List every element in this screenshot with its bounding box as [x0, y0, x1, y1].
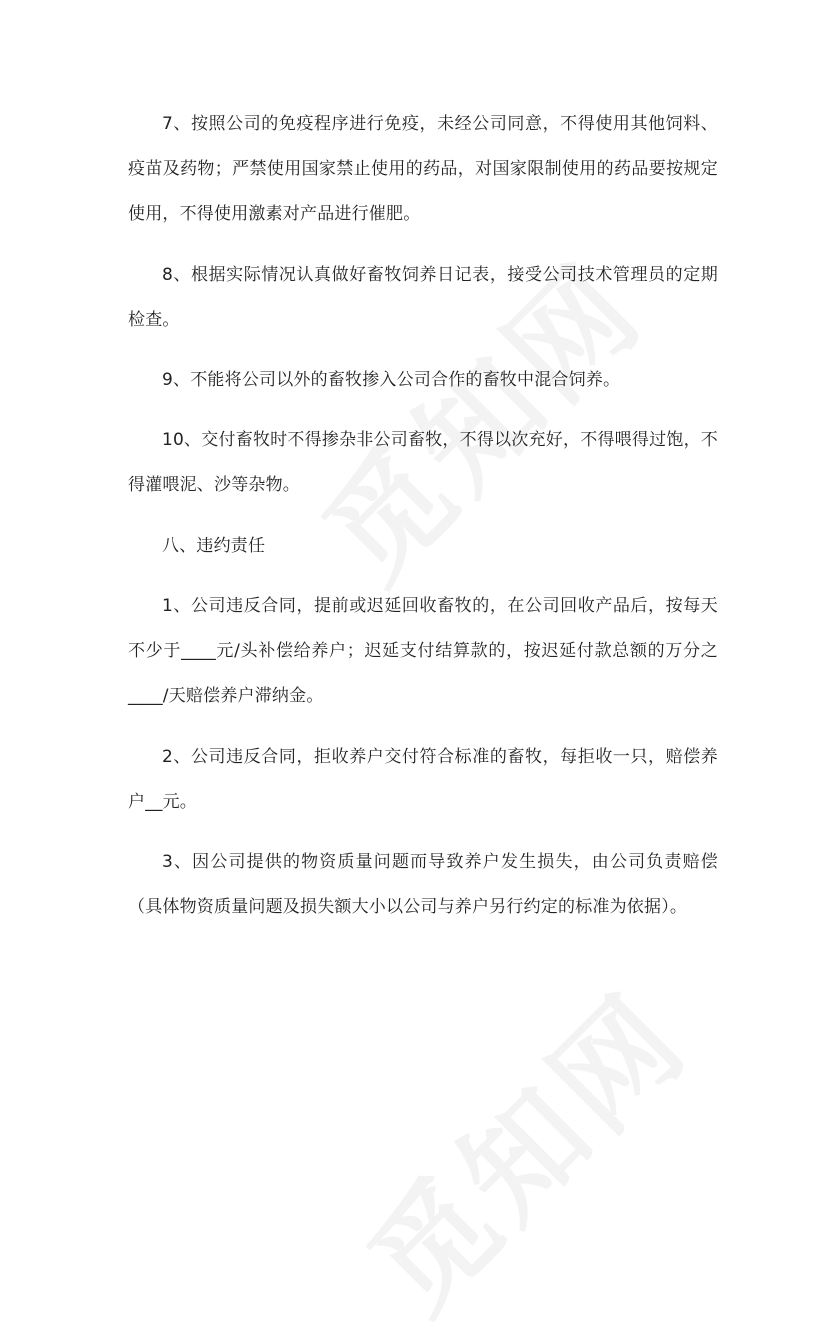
paragraph-item-9: 9、不能将公司以外的畜牧掺入公司合作的畜牧中混合饲养。 — [162, 370, 621, 390]
watermark — [325, 949, 718, 1342]
section-heading-breach-liability: 八、违约责任 — [162, 536, 266, 556]
paragraph-item-8: 8、根据实际情况认真做好畜牧饲养日记表，接受公司技术管理员的定期检查。 — [128, 265, 718, 330]
paragraph-liability-1: 1、公司违反合同，提前或迟延回收畜牧的，在公司回收产品后，按每天不少于____元/头补偿给养户；迟延支付结算款的，按迟延付款总额的万分之____/天赔偿养户滞纳金。 — [128, 596, 718, 706]
paragraph-liability-2: 2、公司违反合同，拒收养户交付符合标准的畜牧，每拒收一只，赔偿养户__元。 — [128, 747, 718, 812]
paragraph-liability-3: 3、因公司提供的物资质量问题而导致养户发生损失，由公司负责赔偿（具体物资质量问题及损失额大小以公司与养户另行约定的标准为依据）。 — [128, 852, 718, 917]
paragraph-item-10: 10、交付畜牧时不得掺杂非公司畜牧，不得以次充好，不得喂得过饱，不得灌喂泥、沙等杂物。 — [128, 430, 718, 495]
paragraph-item-7: 7、按照公司的免疫程序进行免疫，未经公司同意，不得使用其他饲料、疫苗及药物；严禁使用国家禁止使用的药品，对国家限制使用的药品要按规定使用，不得使用激素对产品进行催肥。 — [128, 114, 718, 224]
